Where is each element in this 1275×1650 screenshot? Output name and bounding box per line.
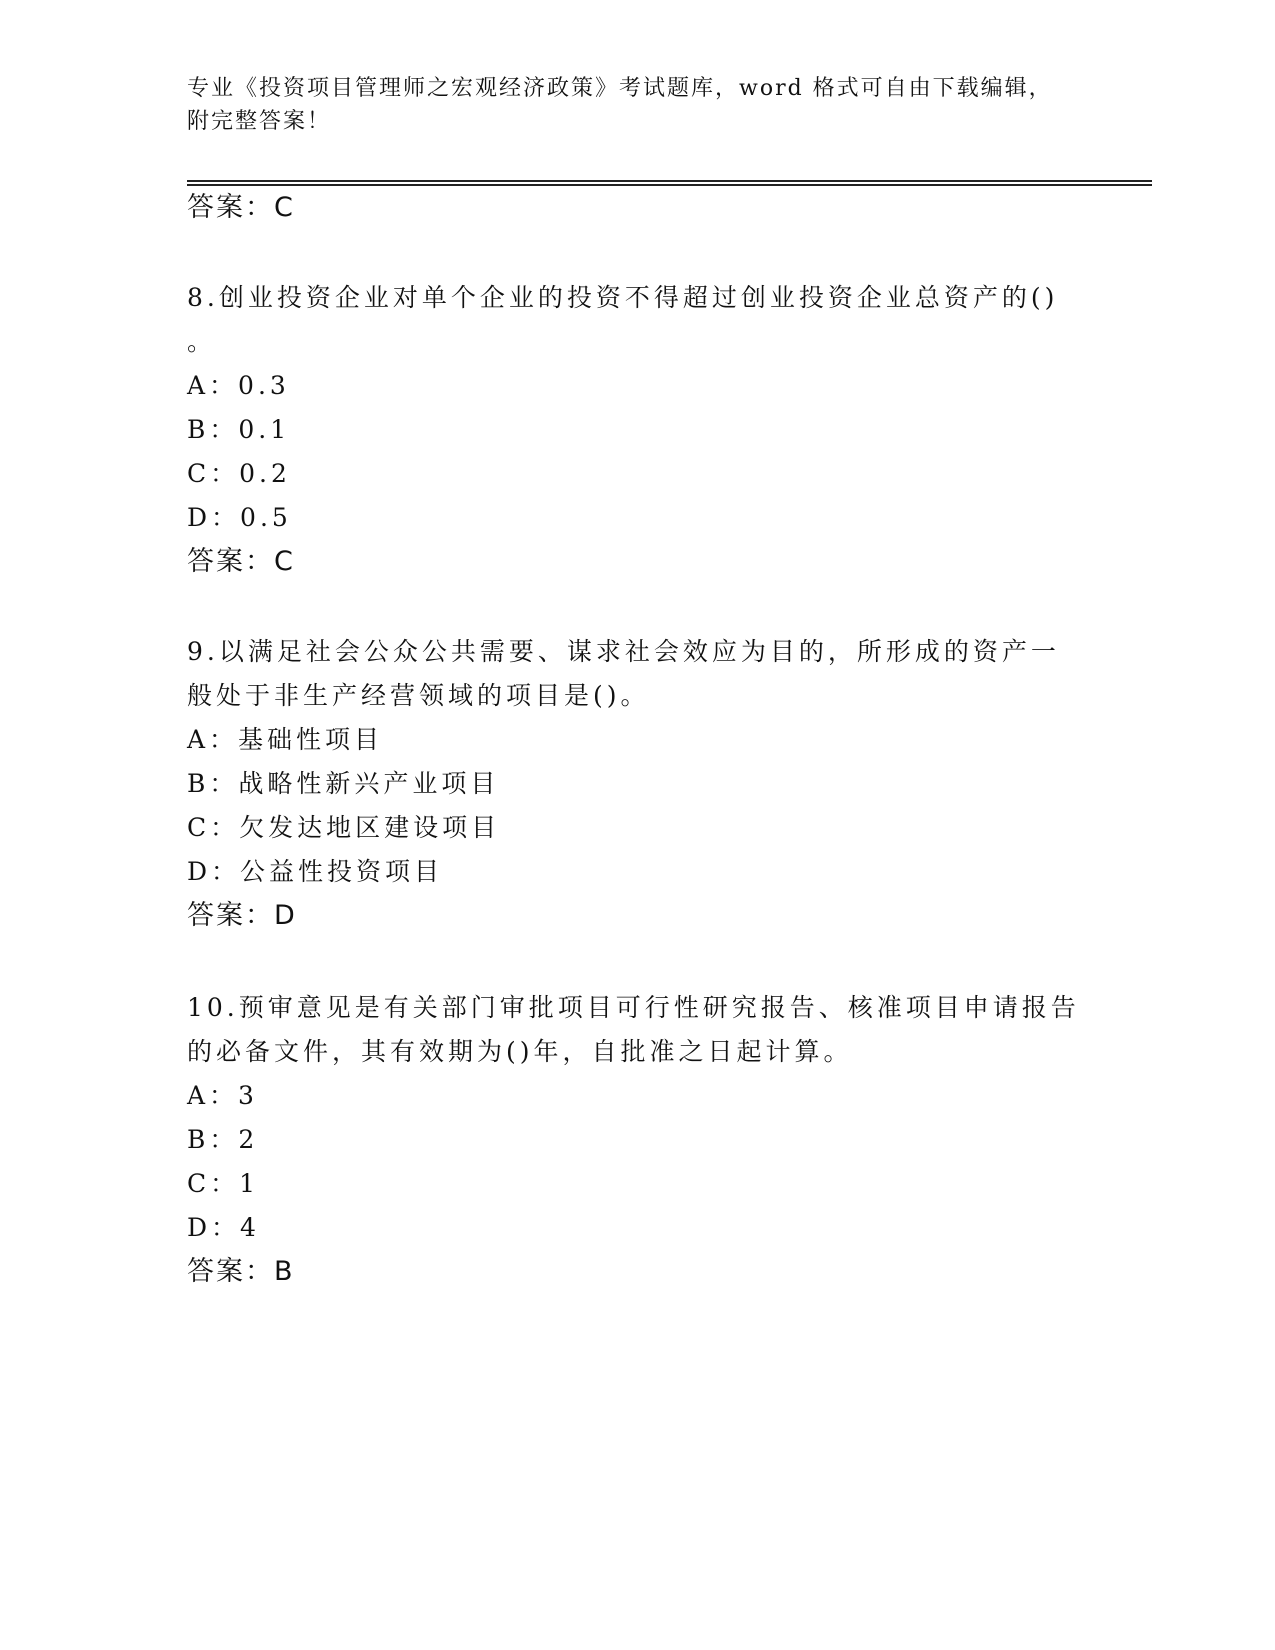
- question-10-option-a: A：3: [187, 1081, 258, 1110]
- question-9-option-c: C：欠发达地区建设项目: [187, 813, 501, 842]
- question-9-stem-line-1: 9.以满足社会公众公共需要、谋求社会效应为目的，所形成的资产一: [187, 637, 1060, 666]
- header-note: [187, 72, 1067, 138]
- header-divider-bottom: [187, 184, 1152, 186]
- header-note-line-1: 专业《投资项目管理师之宏观经济政策》考试题库，word 格式可自由下载编辑，: [187, 76, 1053, 101]
- question-10-stem-line-1: 10.预审意见是有关部门审批项目可行性研究报告、核准项目申请报告: [187, 993, 1080, 1022]
- question-8-option-c: C：0.2: [187, 459, 291, 488]
- question-8-option-a: A：0.3: [187, 371, 290, 400]
- question-8-option-b: B：0.1: [187, 415, 291, 444]
- question-9-answer: 答案：D: [187, 900, 297, 931]
- question-10-option-d: D：4: [187, 1213, 260, 1242]
- previous-answer: 答案：C: [187, 192, 295, 223]
- question-9-option-b: B：战略性新兴产业项目: [187, 769, 500, 798]
- question-10-option-b: B：2: [187, 1125, 259, 1154]
- question-10-answer: 答案：B: [187, 1256, 295, 1287]
- question-9-option-a: A：基础性项目: [187, 725, 384, 754]
- header-divider-top: [187, 180, 1152, 182]
- question-9-stem-line-2: 般处于非生产经营领域的项目是()。: [187, 681, 650, 710]
- question-10-stem-line-2: 的必备文件，其有效期为()年，自批准之日起计算。: [187, 1037, 853, 1066]
- header-note-line-2: 附完整答案！: [187, 109, 332, 134]
- question-9-option-d: D：公益性投资项目: [187, 857, 444, 886]
- question-10-option-c: C：1: [187, 1169, 260, 1198]
- question-8-stem-line-1: 8.创业投资企业对单个企业的投资不得超过创业投资企业总资产的(): [187, 283, 1059, 312]
- question-8-option-d: D：0.5: [187, 503, 292, 532]
- question-8-answer: 答案：C: [187, 546, 295, 577]
- question-8-stem-line-2: 。: [187, 327, 217, 356]
